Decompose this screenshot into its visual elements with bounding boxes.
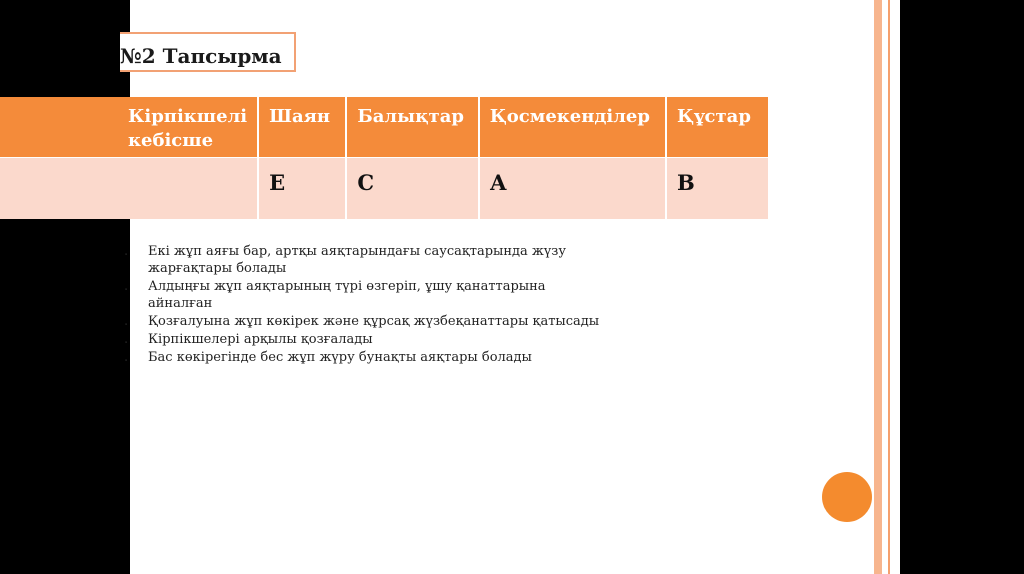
table-answer-row <box>0 157 769 219</box>
header-cell: Қосмекенділер <box>479 97 666 157</box>
list-item: . Екі жұп аяғы бар, артқы аяқтарындағы саусақтарында жүзу жарғақтары болады <box>124 244 566 276</box>
answer-cell: С <box>346 157 478 219</box>
answer-cell: В <box>666 157 769 219</box>
slide <box>120 0 900 574</box>
list-item: . Алдыңғы жұп аяқтарының түрі өзгеріп, ұшу қанаттарына айналған <box>124 279 546 311</box>
slide-border-line <box>888 0 890 574</box>
list-item: . Кірпікшелері арқылы қозғалады <box>124 332 373 347</box>
header-cell: Кірпікшелі кебісше <box>0 97 258 157</box>
answer-cell: Е <box>258 157 346 219</box>
slide-border-decoration <box>874 0 882 574</box>
list-item: . Бас көкірегінде бес жұп жүру бунақты аяқтары болады <box>124 350 532 365</box>
statement-list <box>124 243 604 367</box>
list-item: . Қозғалуына жұп көкірек және құрсақ жүзбеқанаттары қатысады <box>124 314 600 329</box>
answer-cell: А <box>479 157 666 219</box>
answer-cell <box>0 157 258 219</box>
table-header-row <box>0 97 769 157</box>
decorative-circle <box>822 472 872 522</box>
header-cell: Шаян <box>258 97 346 157</box>
header-cell: Балықтар <box>346 97 478 157</box>
answer-table <box>0 97 770 219</box>
slide-title: №2 Тапсырма <box>120 44 282 68</box>
title-box <box>120 32 296 72</box>
header-cell: Құстар <box>666 97 769 157</box>
